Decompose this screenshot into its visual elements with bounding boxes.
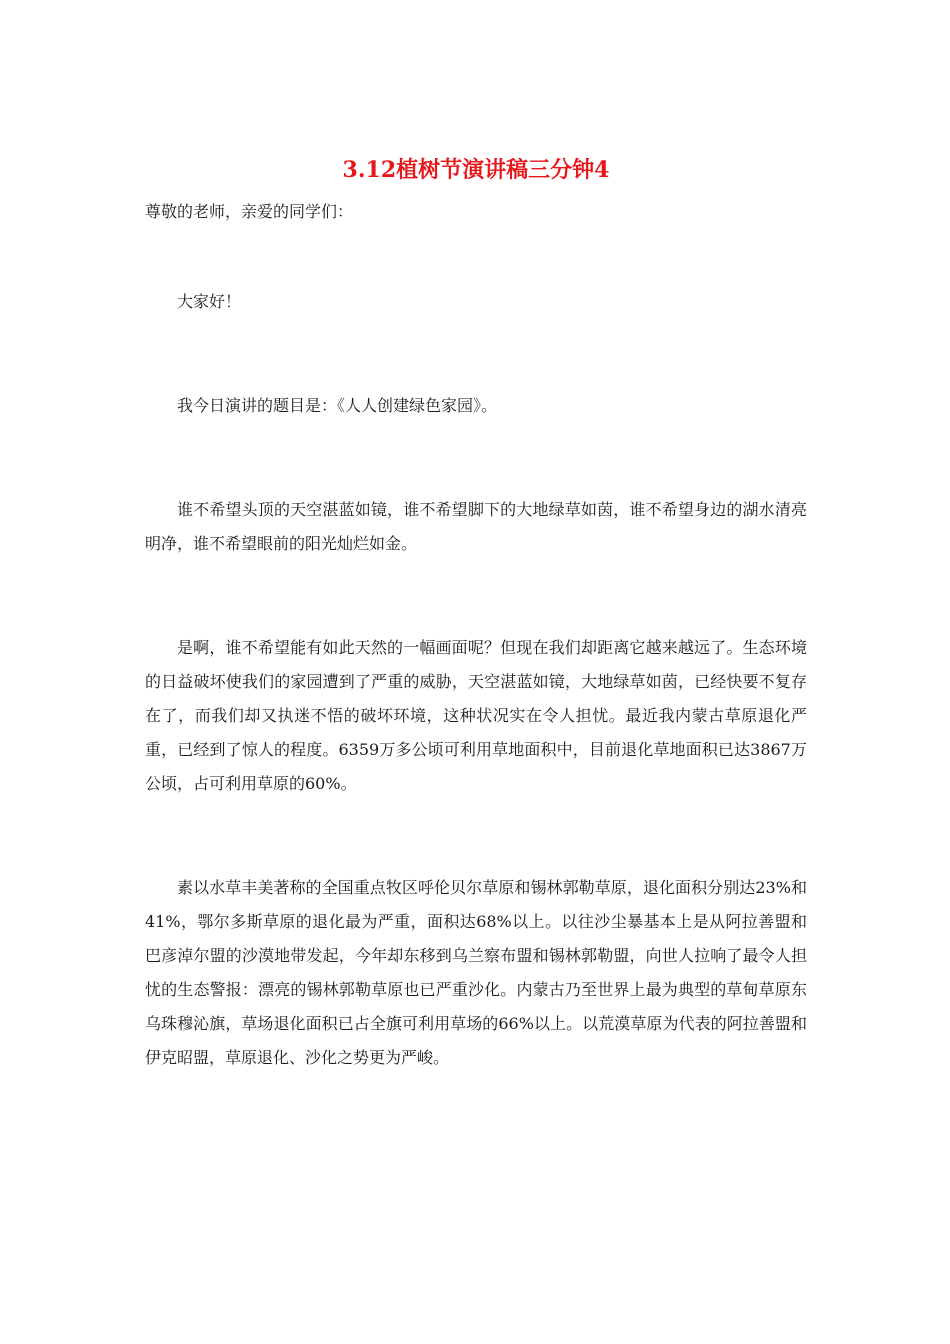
greeting-line: 尊敬的老师，亲爱的同学们：	[145, 202, 354, 221]
paragraph-environment-damage: 是啊，谁不希望能有如此天然的一幅画面呢？但现在我们却距离它越来越远了。生态环境的日益破坏使我们的家园遭到了严重的威胁，天空湛蓝如镜，大地绿草如茵，已经快要不复存在了，而我们却又执迷不悟的破坏环境，这种状况实在令人担忧。最近我内蒙古草原退化严重，已经到了惊人的程度。6359万多公顷可利用草地面积中，目前退化草地面积已达3867万公顷，占可利用草原的60%。	[145, 638, 807, 793]
paragraph-hello: 大家好！	[177, 292, 242, 311]
document-page	[145, 150, 807, 1075]
paragraph-topic: 我今日演讲的题目是：《人人创建绿色家园》。	[177, 396, 498, 415]
paragraph-grassland-degradation: 素以水草丰美著称的全国重点牧区呼伦贝尔草原和锡林郭勒草原，退化面积分别达23%和41%，鄂尔多斯草原的退化最为严重，面积达68%以上。以往沙尘暴基本上是从阿拉善盟和巴彦淖尔盟的沙漠地带发起，今年却东移到乌兰察布盟和锡林郭勒盟，向世人拉响了最令人担忧的生态警报：漂亮的锡林郭勒草原也已严重沙化。内蒙古乃至世界上最为典型的草甸草原东乌珠穆沁旗，草场退化面积已占全旗可利用草场的66%以上。以荒漠草原为代表的阿拉善盟和伊克昭盟，草原退化、沙化之势更为严峻。	[145, 878, 807, 1067]
document-title: 3.12植树节演讲稿三分钟4	[342, 157, 610, 183]
paragraph-wishes: 谁不希望头顶的天空湛蓝如镜，谁不希望脚下的大地绿草如茵，谁不希望身边的湖水清亮明净，谁不希望眼前的阳光灿烂如金。	[145, 500, 807, 553]
